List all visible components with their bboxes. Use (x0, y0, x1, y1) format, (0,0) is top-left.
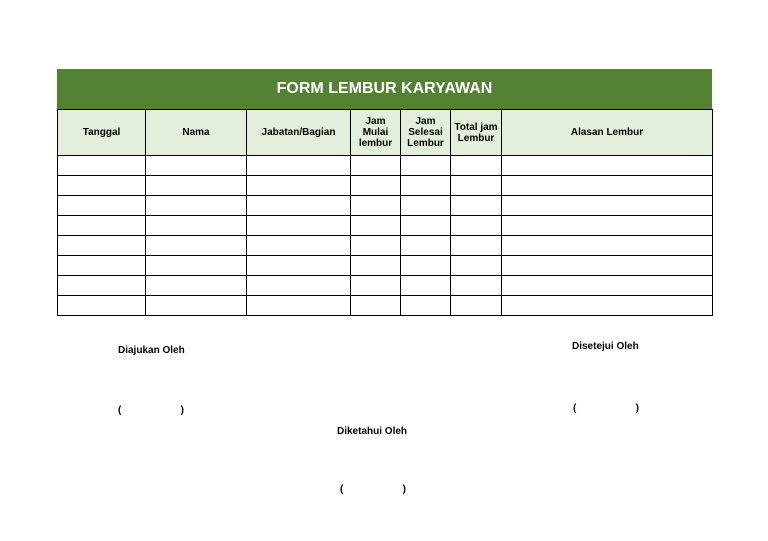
table-cell[interactable] (247, 256, 351, 276)
table-cell[interactable] (401, 276, 451, 296)
table-cell[interactable] (351, 236, 401, 256)
table-cell[interactable] (58, 176, 146, 196)
table-cell[interactable] (502, 176, 713, 196)
table-cell[interactable] (401, 216, 451, 236)
overtime-table (57, 109, 713, 316)
table-cell[interactable] (451, 156, 502, 176)
table-cell[interactable] (451, 296, 502, 316)
table-cell[interactable] (58, 156, 146, 176)
table-cell[interactable] (58, 196, 146, 216)
approved-by-label: Disetejui Oleh (572, 341, 639, 352)
table-cell[interactable] (146, 296, 247, 316)
table-row (58, 196, 713, 216)
table-cell[interactable] (146, 156, 247, 176)
table-cell[interactable] (451, 196, 502, 216)
table-cell[interactable] (146, 216, 247, 236)
table-cell[interactable] (146, 196, 247, 216)
table-row (58, 276, 713, 296)
close-paren: ) (635, 403, 639, 414)
table-cell[interactable] (58, 296, 146, 316)
table-cell[interactable] (401, 296, 451, 316)
open-paren: ( (118, 405, 122, 416)
acknowledged-by-label: Diketahui Oleh (337, 426, 408, 437)
form-title: FORM LEMBUR KARYAWAN (57, 69, 712, 109)
table-row (58, 296, 713, 316)
table-cell[interactable] (502, 256, 713, 276)
header-total-jam: Total jam Lembur (451, 110, 502, 156)
table-cell[interactable] (401, 176, 451, 196)
table-cell[interactable] (401, 236, 451, 256)
table-header-row (58, 110, 713, 156)
table-cell[interactable] (502, 156, 713, 176)
submitted-by-signature (118, 405, 184, 416)
table-cell[interactable] (502, 216, 713, 236)
table-cell[interactable] (502, 236, 713, 256)
table-cell[interactable] (401, 156, 451, 176)
table-cell[interactable] (451, 216, 502, 236)
table-cell[interactable] (351, 216, 401, 236)
table-cell[interactable] (451, 276, 502, 296)
table-row (58, 216, 713, 236)
table-cell[interactable] (502, 276, 713, 296)
close-paren: ) (402, 484, 406, 495)
table-cell[interactable] (502, 296, 713, 316)
header-alasan-lembur: Alasan Lembur (502, 110, 713, 156)
table-cell[interactable] (146, 236, 247, 256)
submitted-by-label: Diajukan Oleh (118, 345, 185, 356)
table-cell[interactable] (351, 276, 401, 296)
table-cell[interactable] (502, 196, 713, 216)
header-nama: Nama (146, 110, 247, 156)
header-tanggal: Tanggal (58, 110, 146, 156)
table-cell[interactable] (247, 176, 351, 196)
table-cell[interactable] (146, 256, 247, 276)
table-cell[interactable] (351, 256, 401, 276)
table-cell[interactable] (351, 196, 401, 216)
table-row (58, 236, 713, 256)
table-cell[interactable] (401, 256, 451, 276)
header-jam-mulai: Jam Mulai lembur (351, 110, 401, 156)
table-row (58, 256, 713, 276)
table-cell[interactable] (58, 216, 146, 236)
open-paren: ( (573, 403, 577, 414)
table-cell[interactable] (351, 156, 401, 176)
approved-by-signature (573, 403, 639, 414)
table-cell[interactable] (247, 296, 351, 316)
table-cell[interactable] (351, 296, 401, 316)
table-cell[interactable] (58, 276, 146, 296)
table-cell[interactable] (58, 236, 146, 256)
table-cell[interactable] (58, 256, 146, 276)
header-jam-selesai: Jam Selesai Lembur (401, 110, 451, 156)
table-cell[interactable] (247, 156, 351, 176)
table-cell[interactable] (451, 176, 502, 196)
table-cell[interactable] (146, 276, 247, 296)
table-row (58, 176, 713, 196)
table-cell[interactable] (451, 256, 502, 276)
table-cell[interactable] (247, 236, 351, 256)
table-body (58, 156, 713, 316)
table-cell[interactable] (247, 196, 351, 216)
table-cell[interactable] (451, 236, 502, 256)
table-cell[interactable] (146, 176, 247, 196)
acknowledged-by-signature (340, 484, 406, 495)
header-jabatan-bagian: Jabatan/Bagian (247, 110, 351, 156)
table-cell[interactable] (351, 176, 401, 196)
table-cell[interactable] (401, 196, 451, 216)
table-cell[interactable] (247, 216, 351, 236)
close-paren: ) (180, 405, 184, 416)
table-row (58, 156, 713, 176)
table-cell[interactable] (247, 276, 351, 296)
open-paren: ( (340, 484, 344, 495)
